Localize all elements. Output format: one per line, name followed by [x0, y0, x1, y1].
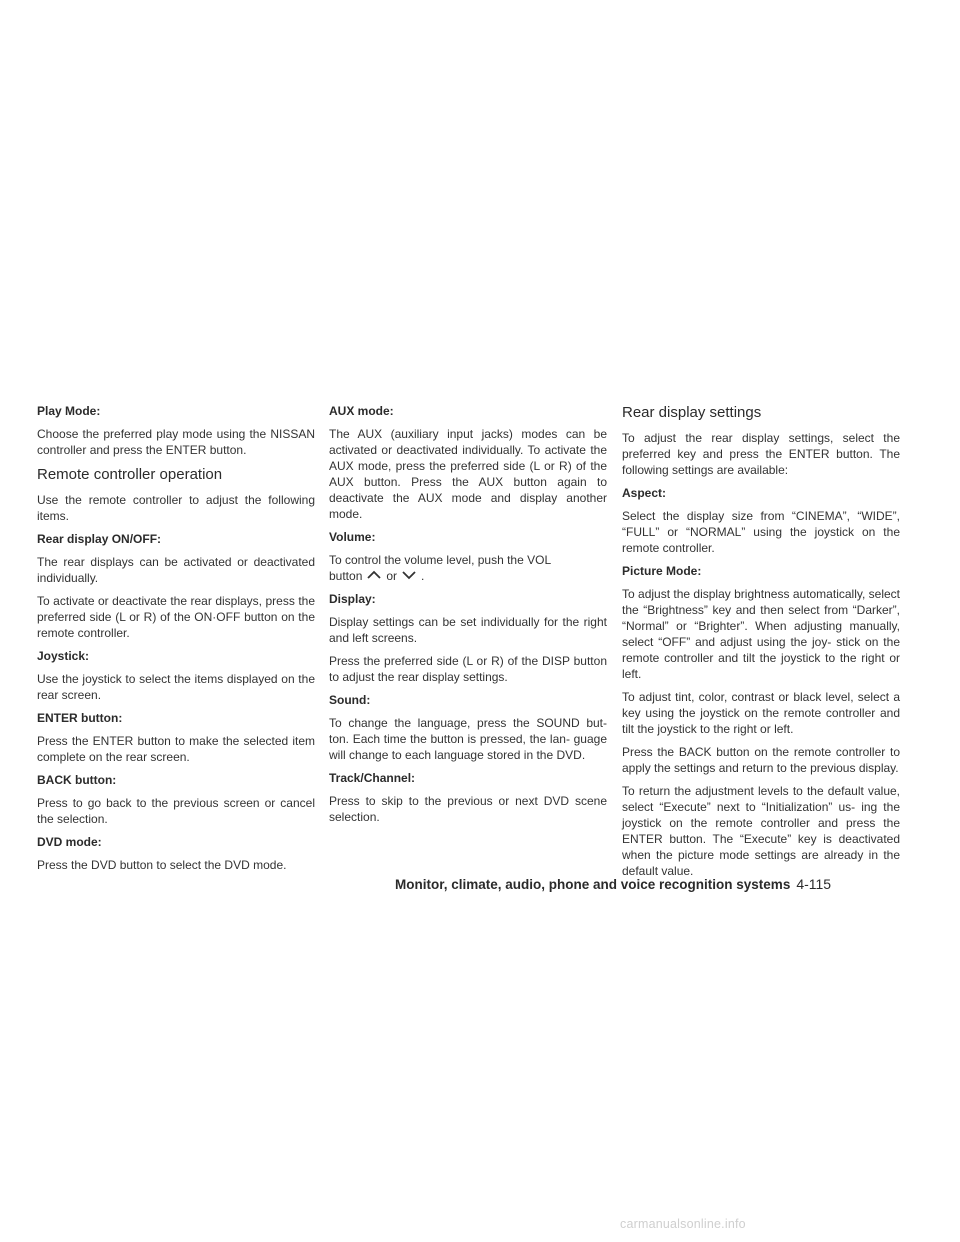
picture-mode-heading: Picture Mode:	[622, 564, 702, 578]
chevron-up-icon	[366, 570, 382, 580]
volume-period: .	[421, 569, 425, 583]
footer-section-title: Monitor, climate, audio, phone and voice recognition systems	[395, 877, 791, 892]
aux-mode-heading: AUX mode:	[329, 404, 394, 418]
sound-text: To change the language, press the SOUND but- ton. Each time the button is pressed, the lan- guage will change to each language stored in the DVD.	[329, 716, 607, 762]
aspect-text: Select the display size from “CINEMA”, “WIDE”, “FULL” or “NORMAL” using the joystick on the remote controller.	[622, 509, 900, 555]
picture-mode-text-3: Press the BACK button on the remote controller to apply the settings and return to the previous display.	[622, 745, 900, 775]
volume-buttons-line	[329, 568, 607, 584]
column-middle	[329, 403, 607, 832]
volume-button-word: button	[329, 569, 363, 583]
volume-or-word: or	[386, 569, 398, 583]
remote-controller-title: Remote controller operation	[37, 466, 223, 483]
column-right	[622, 403, 900, 886]
chevron-down-icon	[401, 570, 417, 580]
aux-mode-text: The AUX (auxiliary input jacks) modes can be activated or deactivated individually. To activate the AUX mode, press the preferred side (L or R) of the AUX button. Press the AUX button again to deactivate the AUX mode and display another mode.	[329, 427, 607, 521]
dvd-mode-heading: DVD mode:	[37, 835, 102, 849]
picture-mode-text-4: To return the adjustment levels to the default value, select “Execute” next to “Initialization” us- ing the joystick on the remote controller and press the ENTER button. The “Execute” key is deactivated when the picture mode settings are already in the default value.	[622, 784, 900, 878]
rear-display-settings-intro: To adjust the rear display settings, select the preferred key and press the ENTER button. The following settings are available:	[622, 431, 900, 477]
column-left	[37, 403, 315, 880]
picture-mode-text-1: To adjust the display brightness automatically, select the “Brightness” key and then select from “Darker”, “Normal” or “Brighter”. When adjusting manually, select “OFF” and adjust using the joy- stick on the remote controller and tilt the joystick to the right or left.	[622, 587, 900, 681]
page-number: 4-115	[796, 876, 832, 892]
play-mode-heading: Play Mode:	[37, 404, 101, 418]
rear-display-text-1: The rear displays can be activated or deactivated individually.	[37, 555, 315, 585]
joystick-heading: Joystick:	[37, 649, 90, 663]
aspect-heading: Aspect:	[622, 486, 667, 500]
sound-heading: Sound:	[329, 693, 371, 707]
picture-mode-text-2: To adjust tint, color, contrast or black level, select a key using the joystick on the remote controller and tilt the joystick to the right or left.	[622, 690, 900, 736]
dvd-mode-text: Press the DVD button to select the DVD mode.	[37, 858, 287, 872]
rear-display-heading: Rear display ON/OFF:	[37, 532, 162, 546]
enter-button-heading: ENTER button:	[37, 711, 123, 725]
display-heading: Display:	[329, 592, 376, 606]
display-text-1: Display settings can be set individually for the right and left screens.	[329, 615, 607, 645]
volume-heading: Volume:	[329, 530, 376, 544]
track-channel-heading: Track/Channel:	[329, 771, 416, 785]
rear-display-settings-title: Rear display settings	[622, 404, 762, 421]
back-button-text: Press to go back to the previous screen or cancel the selection.	[37, 796, 315, 826]
joystick-text: Use the joystick to select the items displayed on the rear screen.	[37, 672, 315, 702]
play-mode-text: Choose the preferred play mode using the NISSAN controller and press the ENTER button.	[37, 427, 315, 457]
enter-button-text: Press the ENTER button to make the selected item complete on the rear screen.	[37, 734, 315, 764]
page-footer	[395, 876, 924, 892]
remote-controller-intro: Use the remote controller to adjust the following items.	[37, 493, 315, 523]
display-text-2: Press the preferred side (L or R) of the DISP button to adjust the rear display settings.	[329, 654, 607, 684]
volume-text: To control the volume level, push the VOL	[329, 553, 552, 567]
watermark: carmanualsonline.info	[620, 1217, 746, 1231]
rear-display-text-2: To activate or deactivate the rear displays, press the preferred side (L or R) of the ON·OFF button on the remote controller.	[37, 594, 315, 640]
track-channel-text: Press to skip to the previous or next DVD scene selection.	[329, 794, 607, 824]
back-button-heading: BACK button:	[37, 773, 117, 787]
